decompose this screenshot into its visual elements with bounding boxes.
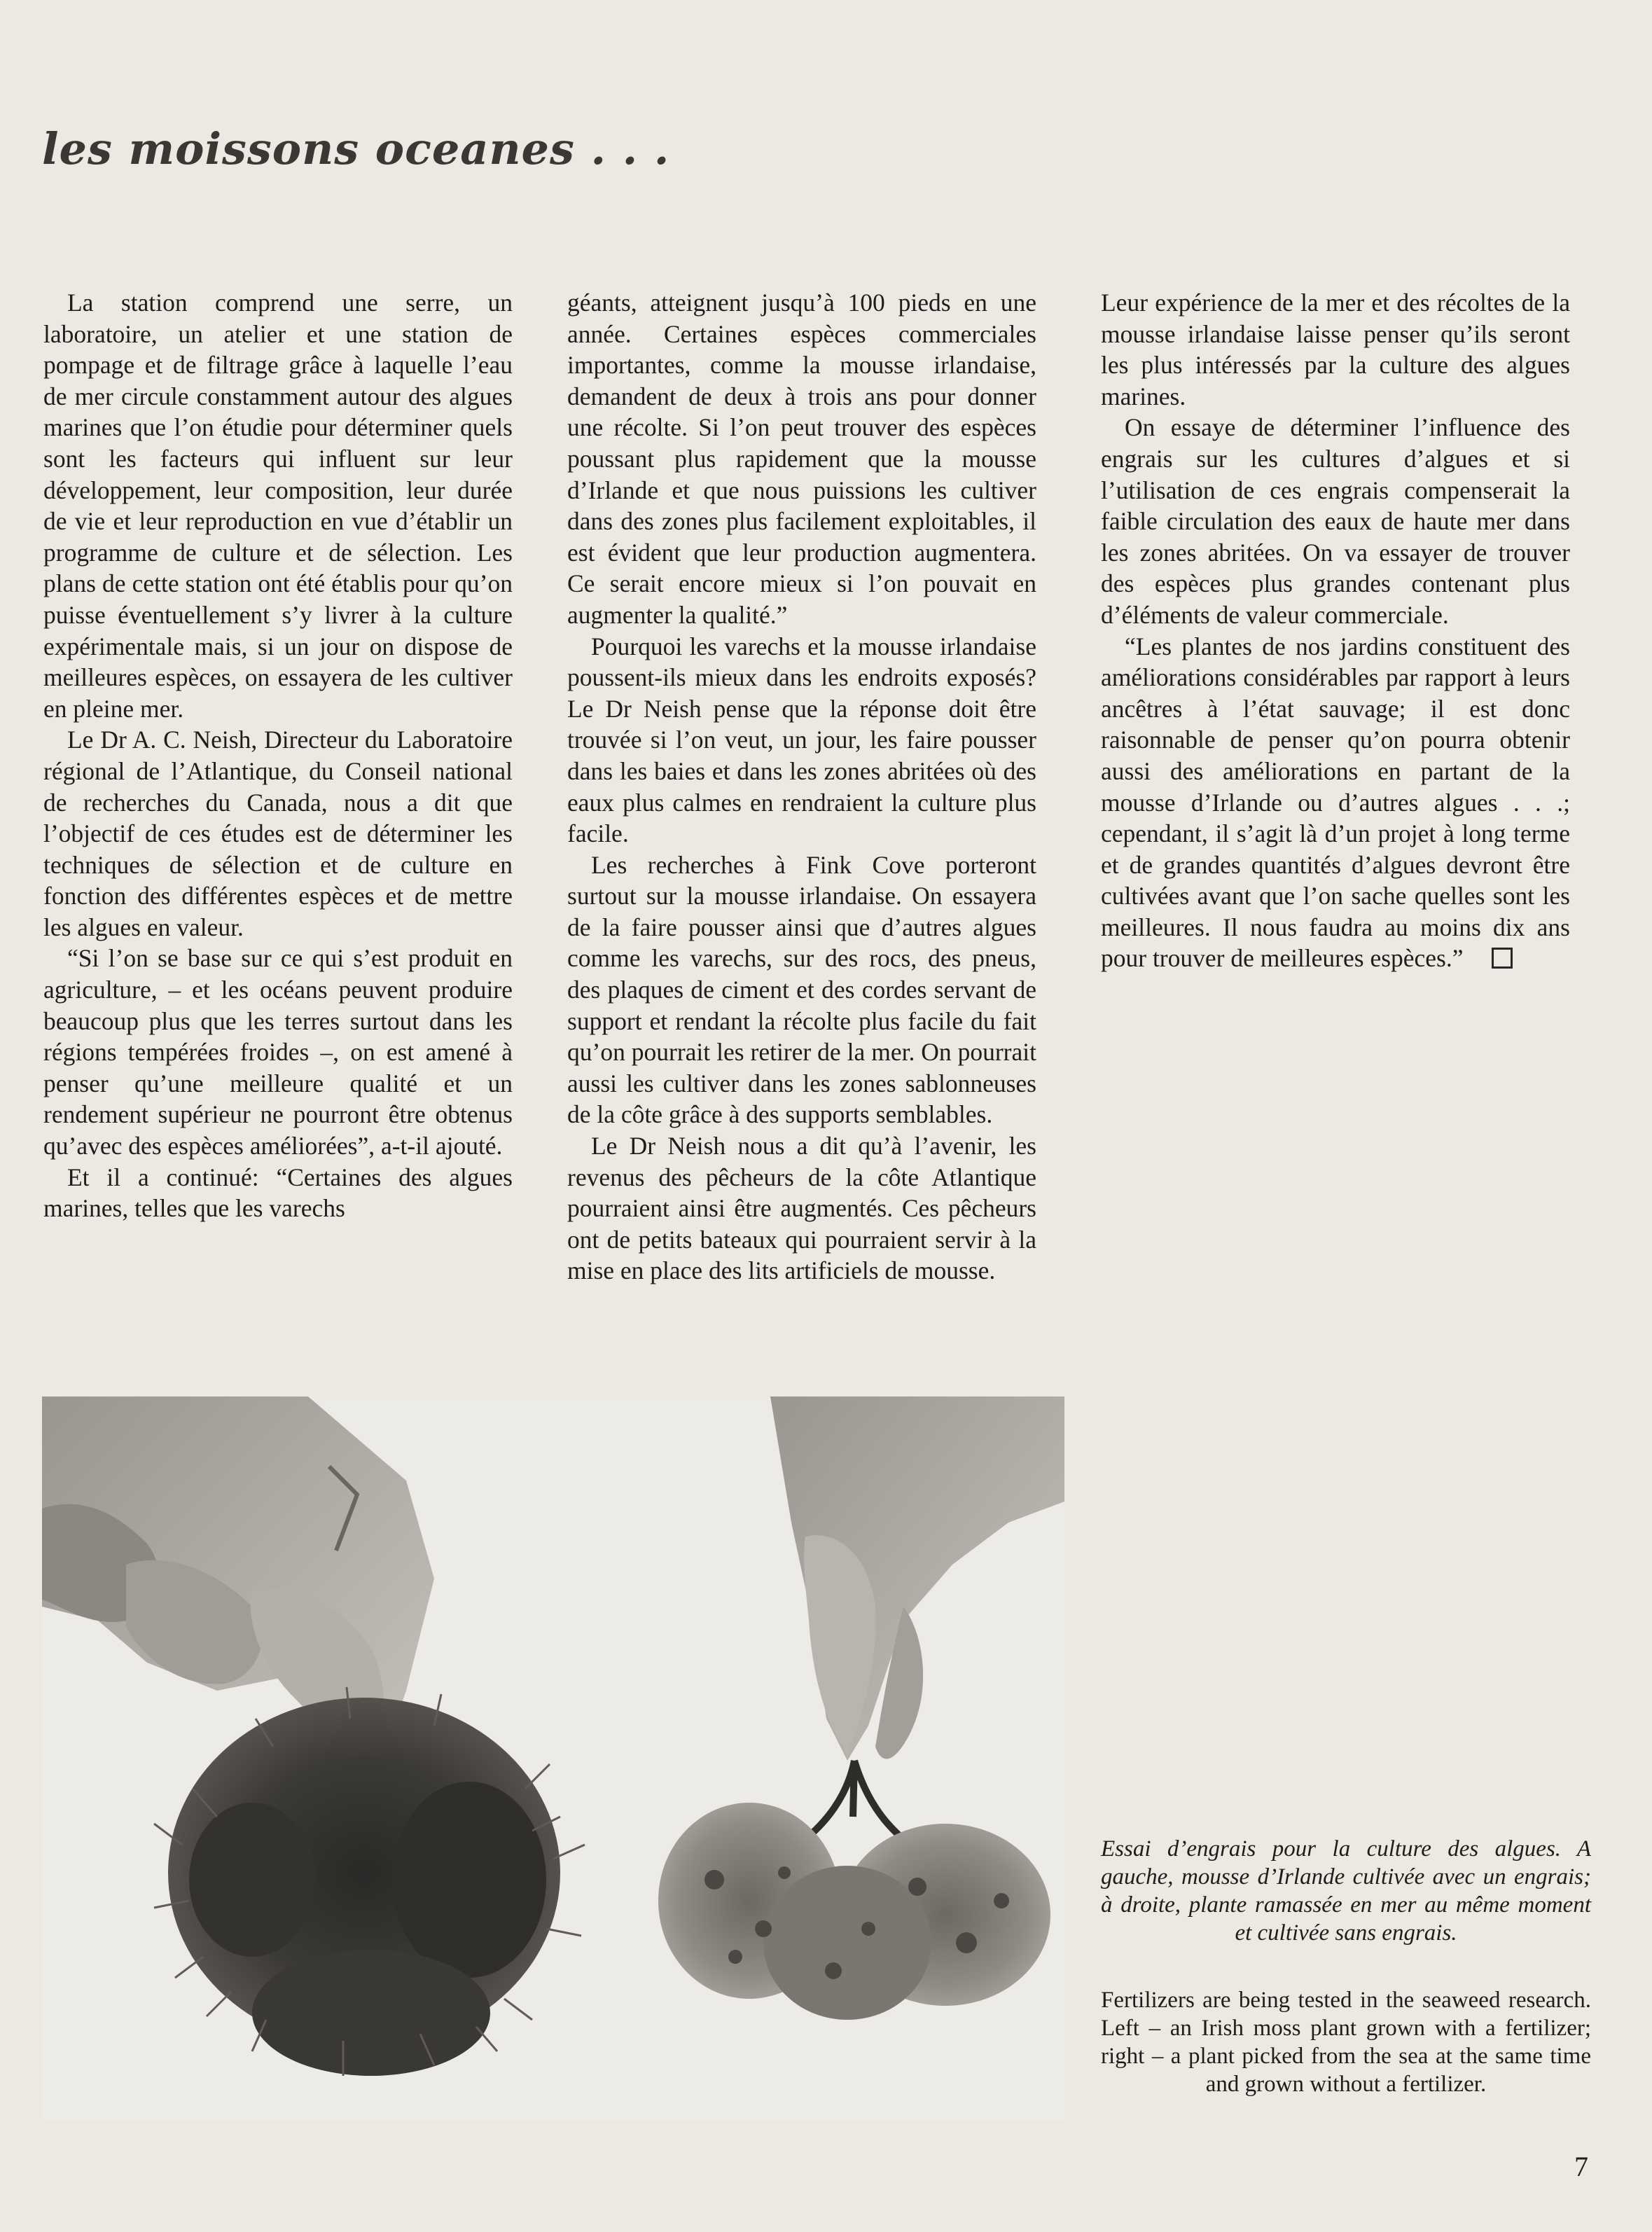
paragraph: Le Dr Neish nous a dit qu’à l’avenir, les revenus des pêcheurs de la côte Atlantique pourraient ainsi être augmentés. Ces pêcheurs ont de petits bateaux qui pourraient servir à la mise en place des lits artificiels de mousse. <box>567 1132 1036 1285</box>
photo-caption-english: Fertilizers are being tested in the seaweed research. Left – an Irish moss plant grown with a fertilizer; right – a plant picked from the sea at the same time and grown without a fertilizer. <box>1101 1988 1591 2097</box>
paragraph: Pourquoi les varechs et la mousse irlandaise poussent-ils mieux dans les endroits exposés? Le Dr Neish pense que la réponse doit être trouvée si l’on veut, un jour, les faire pousser dans les baies et dans les zones abritées où des eaux plus calmes en rendraient la culture plus facile. <box>567 632 1036 848</box>
paragraph: La station comprend une serre, un laboratoire, un atelier et une station de pompage et de filtrage grâce à laquelle l’eau de mer circule constamment autour des algues marines que l’on étudie pour déterminer quels sont les facteurs qui influent sur leur développement, leur composition, leur durée de vie et leur reproduction en vue d’établir un programme de culture et de sélection. Les plans de cette station ont été établis pour qu’on puisse éventuellement s’y livrer à la culture expérimentale mais, si un jour on dispose de meilleures espèces, on essayera de les cultiver en pleine mer. <box>43 289 513 723</box>
paragraph: géants, atteignent jusqu’à 100 pieds en une année. Certaines espèces commerciales importantes, comme la mousse irlandaise, demandent de deux à trois ans pour donner une récolte. Si l’on peut trouver des espèces poussant plus rapidement que la mousse d’Irlande et que nous puissions les cultiver dans des zones plus facilement exploitables, il est évident que leur production augmentera. Ce serait encore mieux si l’on pouvait en augmenter la qualité.” <box>567 289 1036 629</box>
paragraph <box>1101 631 1570 975</box>
end-of-article-mark <box>1492 948 1513 969</box>
paragraph: “Si l’on se base sur ce qui s’est produit en agriculture, – et les océans peuvent produire beaucoup plus que les terres surtout dans les régions tempérées froides –, on est amené à penser qu’une meilleure qualité et un rendement supérieur ne pourront être obtenus qu’avec des espèces améliorées”, a-t-il ajouté. <box>43 944 513 1160</box>
photo-caption-french: Essai d’engrais pour la culture des algues. A gauche, mousse d’Irlande cultivée avec un engrais; à droite, plante ramassée en mer au même moment et cultivée sans engrais. <box>1101 1836 1591 1946</box>
paragraph: Et il a continué: “Certaines des algues marines, telles que les varechs <box>43 1163 513 1223</box>
paragraph: Les recherches à Fink Cove porteront surtout sur la mousse irlandaise. On essayera de la faire pousser ainsi que d’autres algues comme les varechs, sur des rocs, des pneus, des plaques de ciment et des cordes servant de support et rendant la récolte plus facile du fait qu’on pourrait les retirer de la mer. On pourrait aussi les cultiver dans les zones sablonneuses de la côte grâce à des supports semblables. <box>567 850 1036 1129</box>
article-column-3 <box>1101 287 1570 974</box>
paragraph: On essaye de déterminer l’influence des engrais sur les cultures d’algues et si l’utilisation de ces engrais compenserait la faible circulation des eaux de haute mer dans les zones abritées. On va essayer de trouver des espèces plus grandes contenant plus d’éléments de valeur commerciale. <box>1101 413 1570 629</box>
paragraph: Le Dr A. C. Neish, Directeur du Laboratoire régional de l’Atlantique, du Conseil national de recherches du Canada, nous a dit que l’objectif de ces études est de déterminer les techniques de sélection et de culture en fonction des différentes espèces et de mettre les algues en valeur. <box>43 726 513 941</box>
article-column-1 <box>43 287 513 1224</box>
paragraph-text: “Les plantes de nos jardins constituent des améliorations considérables par rapport à leurs ancêtres à l’état sauvage; il est donc raisonnable de penser qu’on pourra obtenir aussi des améliorations en partant de la mousse d’Irlande ou d’autres algues . . .; cependant, il s’agit là d’un projet à long terme et de grandes quantités d’algues devront être cultivées avant que l’on sache quelles sont les meilleures. Il nous faudra au moins dix ans pour trouver de meilleures espèces.” <box>1101 632 1570 973</box>
paragraph: Leur expérience de la mer et des récoltes de la mousse irlandaise laisse penser qu’ils seront les plus intéressés par la culture des algues marines. <box>1101 289 1570 410</box>
seaweed-photo <box>42 1396 1064 2121</box>
page-number: 7 <box>1574 2151 1588 2182</box>
article-column-2 <box>567 287 1036 1287</box>
page-header: les moissons oceanes . . . <box>42 123 670 174</box>
